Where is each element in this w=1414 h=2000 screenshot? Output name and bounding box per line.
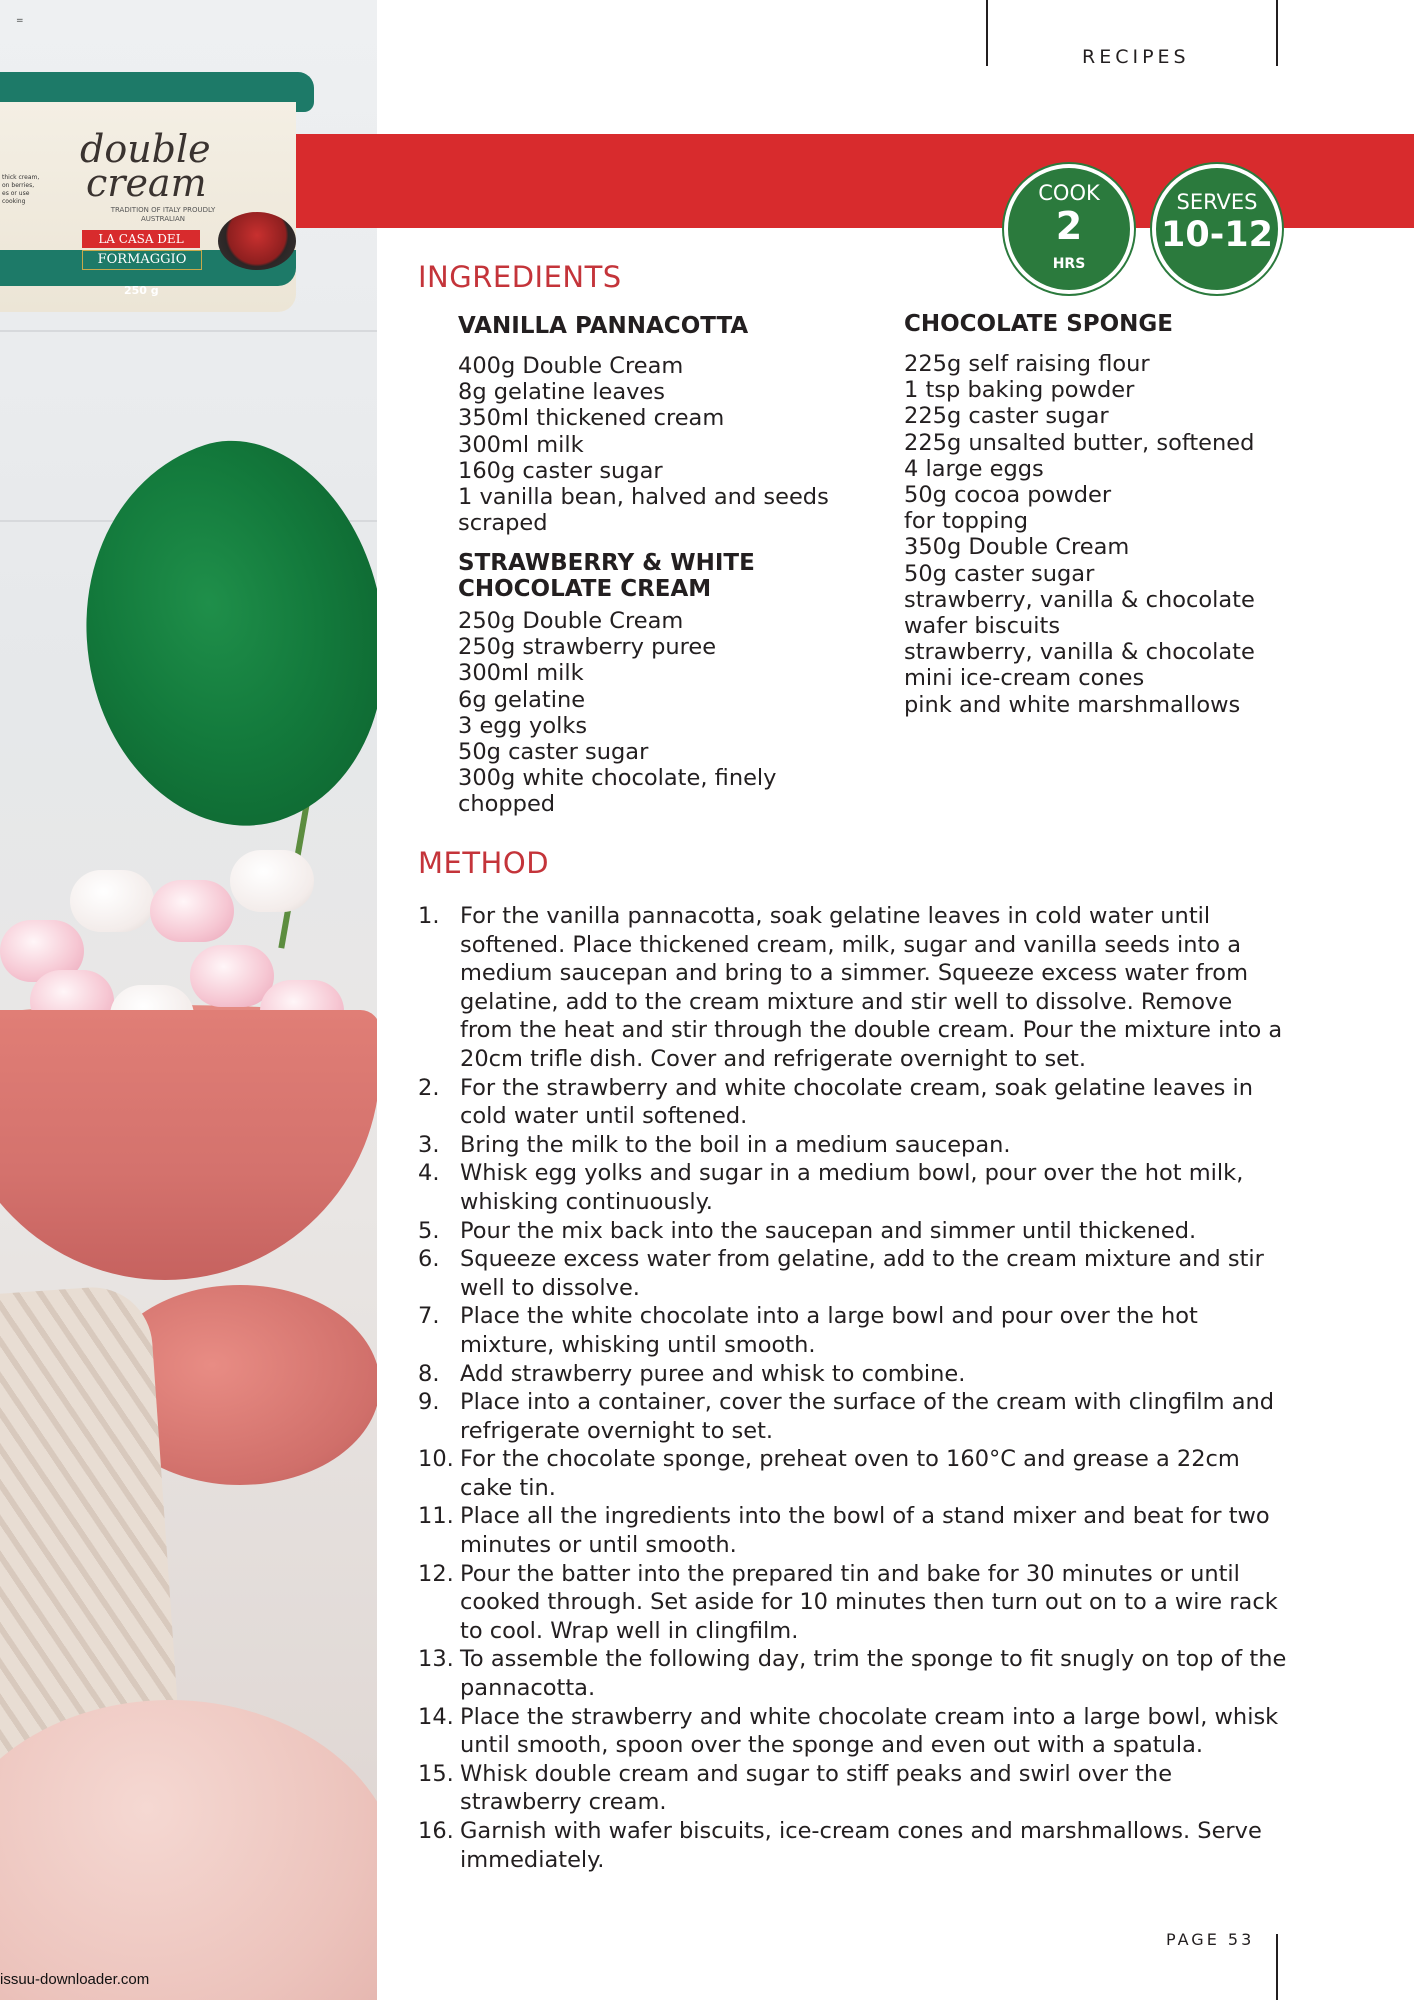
corner-mark: = <box>16 16 24 26</box>
ingredient-item: 50g cocoa powder <box>904 482 1112 509</box>
ingredient-item: 1 vanilla bean, halved and seeds <box>458 484 829 511</box>
step-text-line: cooked through. Set aside for 10 minutes then turn out on to a wire rack <box>460 1589 1278 1616</box>
double-cream-tub <box>0 72 310 312</box>
step-text-line: Place into a container, cover the surface of the cream with clingfilm and <box>460 1389 1275 1416</box>
ingredient-item: 300g white chocolate, finely <box>458 765 777 792</box>
step-number: 13. <box>418 1646 454 1673</box>
ingredient-item: wafer biscuits <box>904 613 1061 640</box>
step-number: 15. <box>418 1760 454 1787</box>
method-step <box>418 1074 1298 1131</box>
header-rule-right <box>1276 0 1278 66</box>
ingredient-item: 250g strawberry puree <box>458 634 717 661</box>
step-text-line: To assemble the following day, trim the sponge to fit snugly on top of the <box>460 1646 1287 1673</box>
vanilla-ingredient-list <box>458 353 829 536</box>
page-number: PAGE 53 <box>1166 1930 1255 1949</box>
cook-unit: HRS <box>1052 256 1086 272</box>
cook-time-badge <box>1004 164 1134 294</box>
chocolate-sponge-title: CHOCOLATE SPONGE <box>904 311 1174 337</box>
step-number: 2. <box>418 1074 440 1101</box>
ingredient-item: 300ml milk <box>458 660 584 687</box>
ingredient-item: pink and white marshmallows <box>904 691 1241 718</box>
step-text-line: Squeeze excess water from gelatine, add to the cream mixture and stir <box>460 1246 1264 1273</box>
ingredients-heading: INGREDIENTS <box>418 260 622 294</box>
step-text-line: minutes or until smooth. <box>460 1532 737 1559</box>
tub-brand-line2: cream <box>86 161 207 205</box>
ingredient-item: 4 large eggs <box>904 455 1044 482</box>
method-step <box>418 1817 1298 1874</box>
footer-rule <box>1276 1934 1278 2000</box>
ingredient-item: 225g caster sugar <box>904 403 1109 430</box>
step-number: 3. <box>418 1131 440 1158</box>
tub-maker-line2: FORMAGGIO <box>82 250 202 270</box>
tub-weight: 250 g <box>124 284 159 297</box>
step-number: 8. <box>418 1360 440 1387</box>
ingredient-item: for topping <box>904 508 1029 535</box>
step-text-line: Place the white chocolate into a large bowl and pour over the hot <box>460 1303 1198 1330</box>
tub-maker-line1: LA CASA DEL <box>82 230 200 248</box>
method-step <box>418 1302 1298 1359</box>
step-text-line: Place the strawberry and white chocolate cream into a large bowl, whisk <box>460 1703 1279 1730</box>
step-text-line: For the vanilla pannacotta, soak gelatine leaves in cold water until <box>460 903 1211 929</box>
step-number: 9. <box>418 1389 440 1416</box>
strawberry-ingredient-list <box>458 608 777 818</box>
monstera-leaf <box>34 408 377 862</box>
cook-value: 2 <box>1055 204 1083 248</box>
tub-tagline: TRADITION OF ITALY PROUDLY AUSTRALIAN <box>110 206 216 223</box>
method-step <box>418 1560 1298 1646</box>
strawberry-dish-icon <box>218 212 296 270</box>
marshmallow <box>70 870 154 932</box>
step-text-line: pannacotta. <box>460 1675 596 1702</box>
step-number: 10. <box>418 1446 454 1473</box>
ingredient-item: strawberry, vanilla & chocolate <box>904 586 1255 613</box>
ingredient-item: 350ml thickened cream <box>458 405 725 432</box>
ingredient-item: chopped <box>458 791 556 818</box>
ingredient-item: 50g caster sugar <box>904 560 1095 587</box>
step-text-line: strawberry cream. <box>460 1789 667 1816</box>
step-number: 1. <box>418 903 440 929</box>
cook-label: COOK <box>1038 181 1100 205</box>
method-step <box>418 902 1298 1074</box>
pink-cloth <box>0 1700 377 2000</box>
method-step <box>418 1217 1298 1246</box>
ingredient-item: 400g Double Cream <box>458 353 684 379</box>
ingredient-item: strawberry, vanilla & chocolate <box>904 639 1255 666</box>
tub-brand-line1: double <box>80 127 211 171</box>
step-text-line: For the chocolate sponge, preheat oven to 160°C and grease a 22cm <box>460 1446 1240 1473</box>
step-text-line: For the strawberry and white chocolate cream, soak gelatine leaves in <box>460 1074 1254 1101</box>
ingredient-item: 1 tsp baking powder <box>904 377 1135 404</box>
step-text-line: Pour the batter into the prepared tin and bake for 30 minutes or until <box>460 1560 1240 1587</box>
ingredient-item: 225g unsalted butter, softened <box>904 429 1255 456</box>
strawberry-cream-title-line2: CHOCOLATE CREAM <box>458 576 712 602</box>
vanilla-pannacotta-title: VANILLA PANNACOTTA <box>458 313 749 339</box>
method-step <box>418 1760 1298 1817</box>
step-text-line: Add strawberry puree and whisk to combine. <box>460 1360 966 1387</box>
step-text-line: immediately. <box>460 1846 605 1873</box>
method-step <box>418 1159 1298 1216</box>
step-text-line: Whisk double cream and sugar to stiff peaks and swirl over the <box>460 1760 1173 1787</box>
ingredient-item: 350g Double Cream <box>904 534 1130 561</box>
ingredient-item: 225g self raising flour <box>904 351 1150 377</box>
method-step <box>418 1645 1298 1702</box>
ingredient-item: 8g gelatine leaves <box>458 379 666 406</box>
pink-bowl <box>0 1010 377 1280</box>
step-number: 6. <box>418 1246 440 1273</box>
method-step <box>418 1131 1298 1160</box>
method-step <box>418 1388 1298 1445</box>
step-number: 4. <box>418 1160 440 1187</box>
serves-badge <box>1152 164 1282 294</box>
method-steps <box>418 902 1298 1874</box>
section-label: RECIPES <box>1082 46 1190 68</box>
method-step <box>418 1502 1298 1559</box>
step-text-line: Place all the ingredients into the bowl of a stand mixer and beat for two <box>460 1503 1270 1530</box>
method-step <box>418 1360 1298 1389</box>
step-text-line: whisking continuously. <box>460 1188 713 1215</box>
step-text-line: cake tin. <box>460 1474 556 1501</box>
method-step <box>418 1245 1298 1302</box>
tub-side-text: thick cream, on berries, es or use cooking <box>2 174 40 205</box>
step-text-line: well to dissolve. <box>460 1274 640 1301</box>
step-text-line: Whisk egg yolks and sugar in a medium bowl, pour over the hot milk, <box>460 1160 1244 1187</box>
step-text-line: Pour the mix back into the saucepan and simmer until thickened. <box>460 1217 1197 1244</box>
ingredient-item: 160g caster sugar <box>458 457 663 484</box>
ingredient-item: 250g Double Cream <box>458 608 684 634</box>
marshmallow <box>190 945 274 1007</box>
ingredient-item: 6g gelatine <box>458 686 586 713</box>
method-heading: METHOD <box>418 846 550 880</box>
step-text-line: medium saucepan and bring to a simmer. Squeeze excess water from <box>460 960 1248 987</box>
step-number: 16. <box>418 1818 454 1844</box>
ingredient-item: 300ml milk <box>458 431 584 458</box>
step-text-line: mixture, whisking until smooth. <box>460 1331 816 1358</box>
header-rule-left <box>986 0 988 66</box>
ingredient-item: scraped <box>458 510 548 537</box>
strawberry-cream-title-line1: STRAWBERRY & WHITE <box>458 550 755 576</box>
step-text-line: refrigerate overnight to set. <box>460 1417 774 1444</box>
step-text-line: Garnish with wafer biscuits, ice-cream cones and marshmallows. Serve <box>460 1818 1262 1844</box>
step-text-line: Bring the milk to the boil in a medium saucepan. <box>460 1131 1011 1158</box>
serves-label: SERVES <box>1176 190 1258 214</box>
watermark: issuu-downloader.com <box>0 1971 150 1988</box>
method-step <box>418 1703 1298 1760</box>
step-text-line: until smooth, spoon over the sponge and even out with a spatula. <box>460 1732 1204 1759</box>
ingredient-item: mini ice-cream cones <box>904 665 1145 692</box>
sponge-ingredient-list <box>904 351 1255 718</box>
wall-panel-line <box>0 330 377 332</box>
step-text-line: softened. Place thickened cream, milk, sugar and vanilla seeds into a <box>460 931 1241 958</box>
step-text-line: cold water until softened. <box>460 1103 748 1130</box>
step-number: 12. <box>418 1560 454 1587</box>
ingredient-item: 3 egg yolks <box>458 712 588 739</box>
step-text-line: gelatine, add to the cream mixture and stir well to dissolve. Remove <box>460 988 1233 1015</box>
step-number: 5. <box>418 1217 440 1244</box>
method-step <box>418 1445 1298 1502</box>
marshmallow <box>150 880 234 942</box>
step-number: 14. <box>418 1703 454 1730</box>
marshmallow <box>230 850 314 912</box>
ingredient-item: 50g caster sugar <box>458 739 649 766</box>
step-text-line: to cool. Wrap well in clingfilm. <box>460 1617 799 1644</box>
step-number: 7. <box>418 1303 440 1330</box>
step-text-line: from the heat and stir through the double cream. Pour the mixture into a <box>460 1017 1283 1044</box>
step-number: 11. <box>418 1503 454 1530</box>
serves-value: 10-12 <box>1161 215 1273 255</box>
step-text-line: 20cm trifle dish. Cover and refrigerate overnight to set. <box>460 1045 1086 1072</box>
